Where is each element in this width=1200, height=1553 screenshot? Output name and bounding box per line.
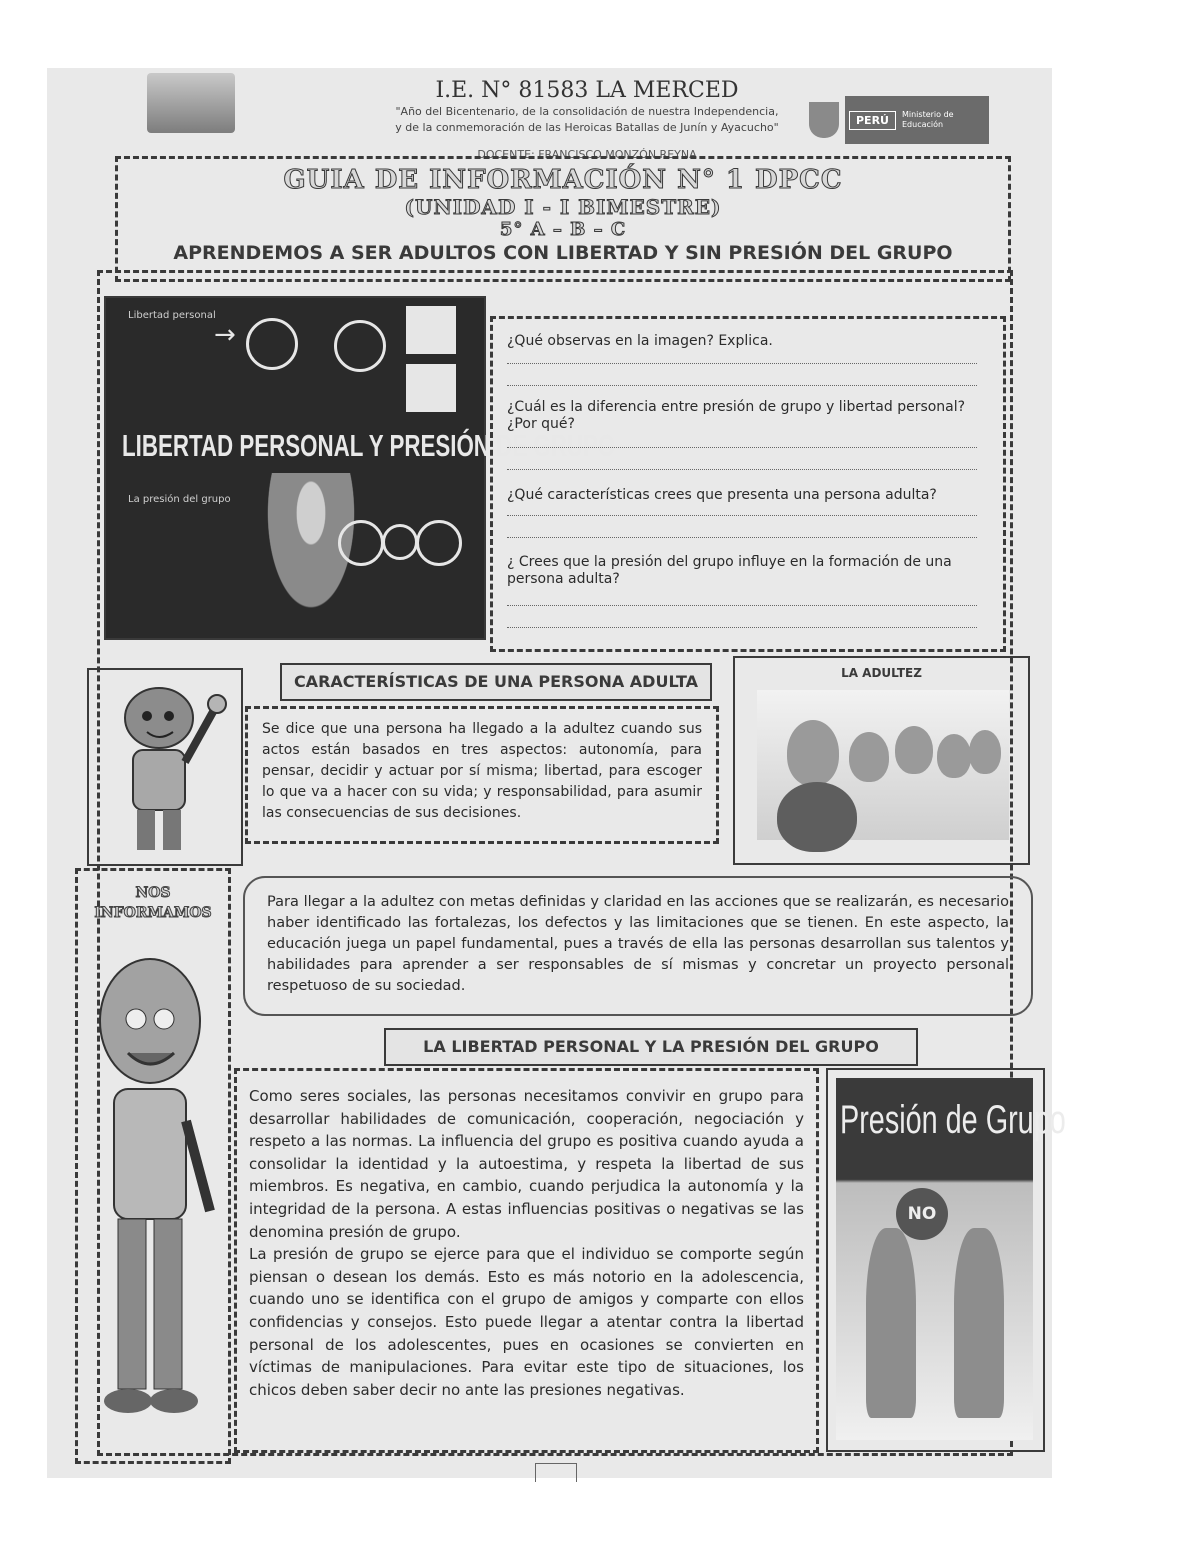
guide-title: GUIA DE INFORMACIÓN N° 1 DPCC [283,165,843,195]
shield-icon [809,102,839,138]
ministry-banner [845,96,989,144]
adult-face [895,726,933,774]
nos-informamos-box [75,868,231,1464]
answer-line [507,469,977,470]
adults-group-photo [757,690,1009,840]
nos-label: NOS [135,885,171,901]
motto-line-2: y de la conmemoración de las Heroicas Batallas de Junín y Ayacucho" [395,121,779,134]
questions-box [490,316,1006,652]
nos-informamos-title [78,883,228,923]
answer-line [507,627,977,628]
adult-face [969,730,1001,774]
circle-icon [334,320,386,372]
circle-icon [382,524,418,560]
pointing-boy-illustration [88,941,218,1441]
answer-line [507,605,977,606]
adult-face [787,720,839,786]
adult-face [937,734,971,778]
question-4: ¿ Crees que la presión del grupo influye en la formación de una persona adulta? [507,554,952,587]
image-label-liberty: Libertad personal [128,310,216,321]
arrow-icon: → [214,320,236,350]
ministry-label: Ministerio de Educación [901,110,954,129]
square-icon [406,306,456,354]
liberty-text-box [234,1068,819,1453]
adult-face [849,732,889,782]
circle-icon [246,318,298,370]
informamos-label: INFORMAMOS [94,905,212,921]
ministry-logo [809,96,989,144]
characteristics-title: CARACTERÍSTICAS DE UNA PERSONA ADULTA [280,663,712,701]
liberty-pressure-image [104,296,616,640]
circle-icon [338,520,384,566]
no-sign-icon: NO [896,1188,948,1240]
school-logo [147,73,235,133]
image-label-pressure: La presión del grupo [128,494,231,505]
adulthood-paragraph: Para llegar a la adultez con metas definidas y claridad en las acciones que se realizarán, es necesario haber identificado las fortalezas, los defectos y las limitaciones que se tienen. En este aspecto, la educación juega un papel fundamental, pues a través de ella las personas desarrollan sus talentos y habilidades para aprender a ser responsables de sí mismas y concretar un proyecto personal respetuoso de su sociedad. [243,876,1033,1016]
country-label: PERÚ [849,111,896,130]
question-1: ¿Qué observas en la imagen? Explica. [507,333,773,349]
adult-suit [777,782,857,852]
characteristics-text: Se dice que una persona ha llegado a la adultez cuando sus actos están basados en tres aspectos: autonomía, para pensar, decidir y actuar por sí misma; libertad, para escoger lo que va a hacer con su vida; y responsabilidad, para asumir las consecuencias de sus decisiones. [245,706,719,844]
answer-line [507,515,977,516]
lesson-title: APRENDEMOS A SER ADULTOS CON LIBERTAD Y SIN PRESIÓN DEL GRUPO [173,242,953,264]
motto-line-1: "Año del Bicentenario, de la consolidación de nuestra Independencia, [395,105,779,118]
sections-title: 5° A – B – C [499,219,627,240]
answer-line [507,447,977,448]
answer-line [507,537,977,538]
circle-icon [416,520,462,566]
answer-line [507,385,977,386]
group-pressure-caption: Presión de Grupo [840,1098,1066,1142]
question-2: ¿Cuál es la diferencia entre presión de grupo y libertad personal? ¿Por qué? [507,399,966,432]
unit-title: (UNIDAD I - I BIMESTRE) [404,195,722,219]
liberty-section-title: LA LIBERTAD PERSONAL Y LA PRESIÓN DEL GRUPO [384,1028,918,1066]
adulthood-box [733,656,1030,865]
person-figure-left [866,1228,916,1418]
waving-boy-illustration [87,668,243,866]
liberty-paragraph-2: La presión de grupo se ejerce para que el individuo se comporte según piensan o desean los demás. Esto es más notorio en la adolescencia, cuando uno se identifica con el grupo de amigos y comparte con ellos confidencias y consejos. Esto puede llegar a atentar contra la libertad personal de los adolescentes, pues en ocasiones se convierten en víctimas de manipulaciones. Para evitar este tipo de situaciones, los chicos deben saber decir no ante las presiones negativas. [249,1245,804,1399]
worksheet-page [47,68,1066,1478]
school-name: I.E. N° 81583 LA MERCED [435,78,739,103]
answer-line [507,363,977,364]
group-pressure-image [836,1078,1066,1440]
page-number-tab [535,1463,577,1482]
liberty-paragraph-1: Como seres sociales, las personas necesitamos convivir en grupo para desarrollar habilidades de comunicación, cooperación, negociación y respeto a las normas. La influencia del grupo es positiva cuando ayuda a consolidar la identidad y la autoestima, y respeta la libertad de sus miembros. Es negativa, en cambio, cuando perjudica la autonomía y la integridad de la persona. A estas influencias positivas o negativas se las denomina presión de grupo. [249,1087,804,1241]
question-3: ¿Qué características crees que presenta una persona adulta? [507,487,937,503]
group-pressure-box [826,1068,1066,1452]
square-icon [406,364,456,412]
title-box [115,156,1011,282]
teacher-name: DOCENTE: FRANCISCO MONZÓN REYNA [477,148,697,161]
adulthood-title: LA ADULTEZ [841,666,922,680]
person-figure-right [954,1228,1004,1418]
image-caption: LIBERTAD PERSONAL Y PRESIÓN DE GRUPO [122,428,616,463]
motto-text [367,104,807,136]
